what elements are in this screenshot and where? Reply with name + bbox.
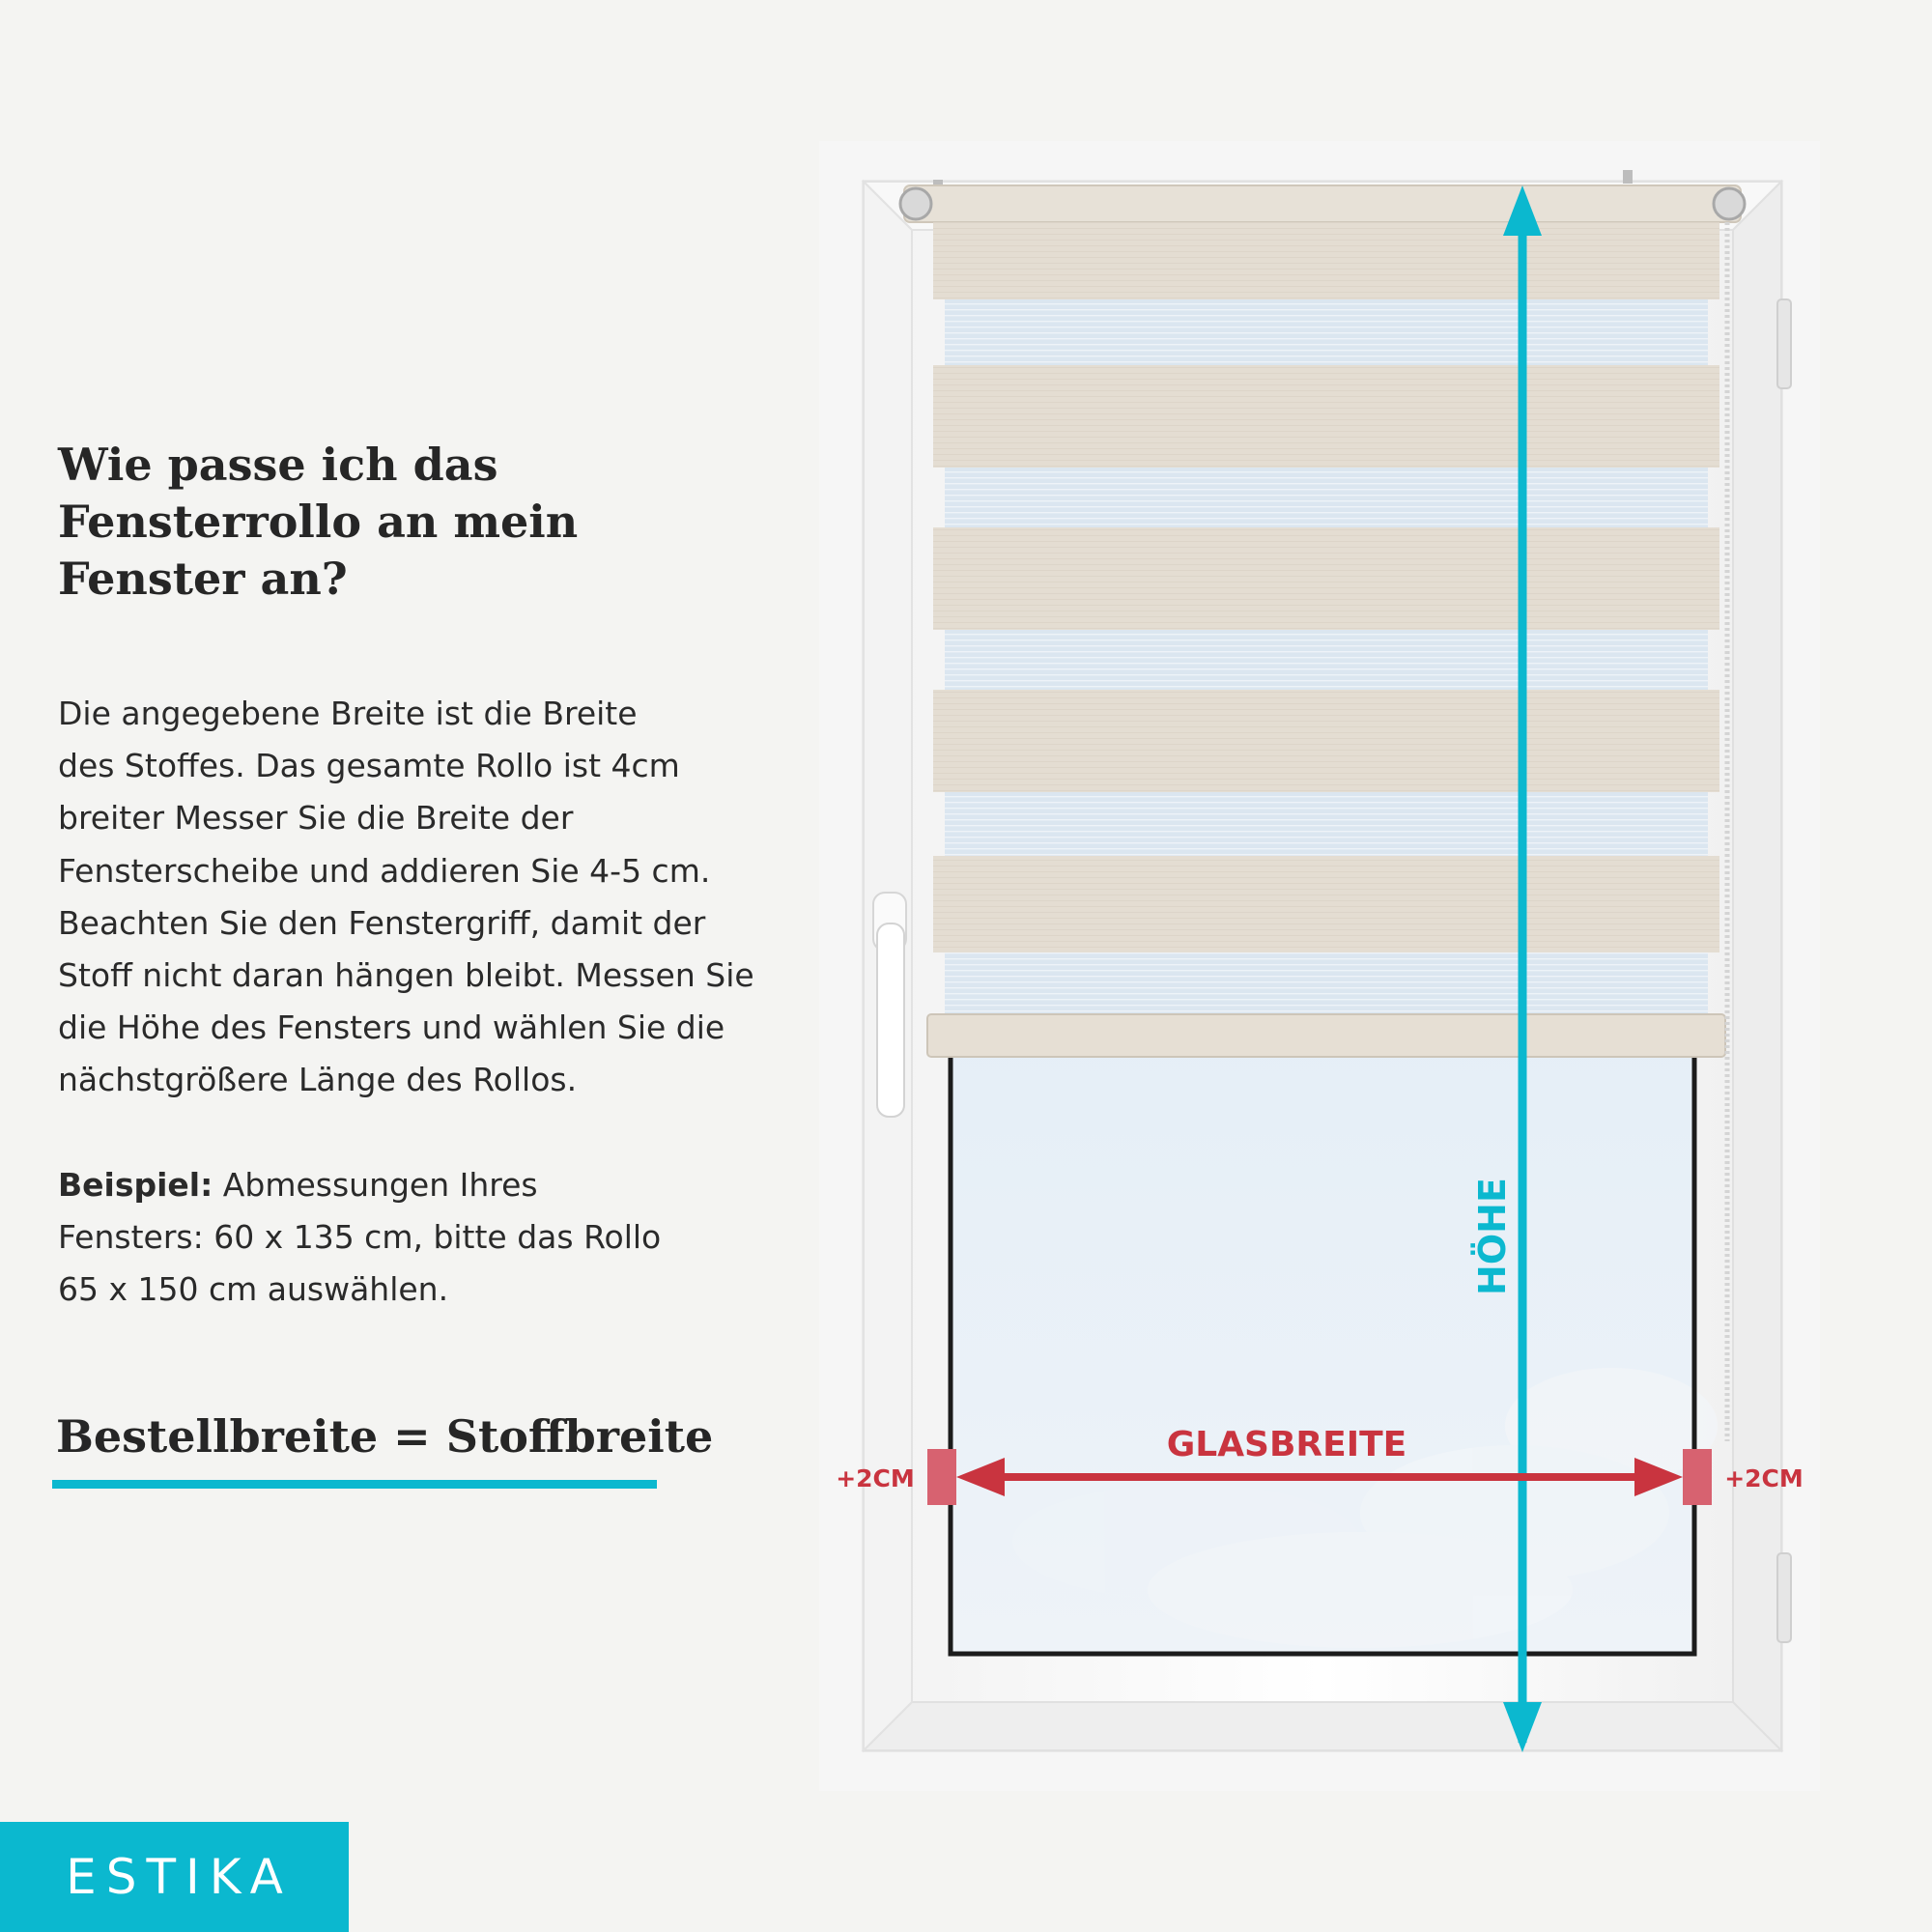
formula-underline	[52, 1480, 657, 1489]
margin-marker-right	[1683, 1449, 1712, 1505]
blind-sheer	[945, 952, 1708, 1014]
example-content: Abmessungen Ihres Fensters: 60 x 135 cm, bitte das Rollo 65 x 150 cm auswählen.	[58, 1166, 662, 1309]
formula-heading: Bestellbreite = Stoffbreite	[56, 1410, 714, 1463]
blind-sheer	[945, 468, 1708, 527]
blind-sheer	[945, 792, 1708, 856]
blind-band	[933, 856, 1719, 952]
blind-band	[933, 690, 1719, 792]
page-title: Wie passe ich das Fensterrollo an mein Fenster an?	[58, 439, 579, 605]
hinge-bottom	[1777, 1553, 1791, 1642]
margin-left-label: +2CM	[836, 1464, 915, 1492]
blind-band	[933, 365, 1719, 468]
height-label: HÖHE	[1471, 1178, 1514, 1295]
blind-band	[933, 527, 1719, 630]
brand-logo-text: ESTIKA	[66, 1849, 293, 1905]
description-text: Die angegebene Breite ist die Breite des Stoffes. Das gesamte Rollo ist 4cm breiter Messer Sie die Breite der Fensterscheibe und addieren Sie 4-5 cm. Beachten Sie den Fenstergriff, damit der Stoff nicht daran hängen bleibt. Messen Sie die Höhe des Fensters und wählen Sie die nächstgrößere Länge des Rollos.	[58, 695, 754, 1099]
width-label: GLASBREITE	[1166, 1425, 1407, 1464]
brand-badge	[0, 1822, 349, 1932]
blind-sheer	[945, 299, 1708, 365]
example-label: Beispiel:	[58, 1166, 213, 1204]
blind-bottom-rail	[927, 1014, 1725, 1057]
blind-sheer	[945, 630, 1708, 690]
margin-right-label: +2CM	[1724, 1464, 1804, 1492]
hinge-top	[1777, 299, 1791, 388]
margin-marker-left	[927, 1449, 956, 1505]
window-handle	[873, 893, 906, 1117]
example-text	[58, 1159, 792, 1317]
blind-fabric	[927, 222, 1725, 1057]
window-illustration	[819, 141, 1820, 1791]
blind-band	[933, 222, 1719, 299]
